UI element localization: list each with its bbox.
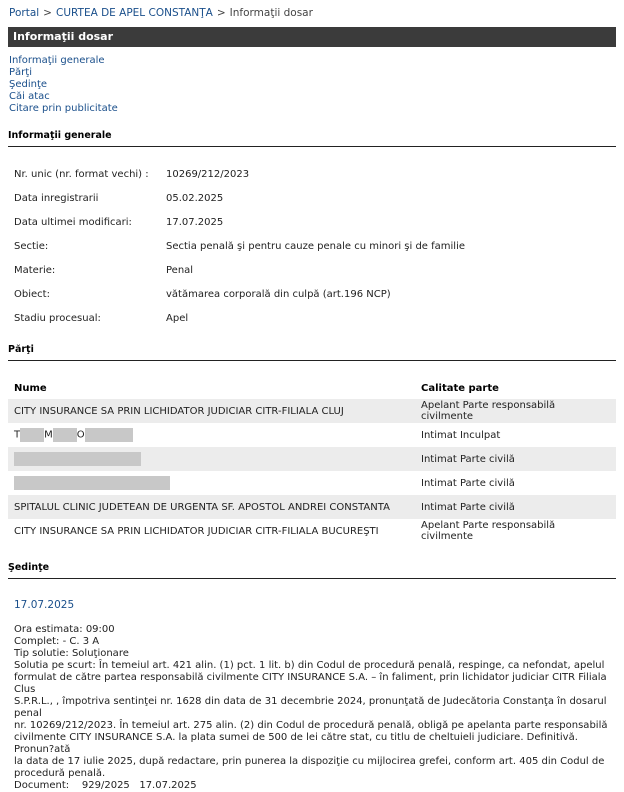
party-role: Apelant Parte responsabilă civilmente xyxy=(415,399,616,423)
table-row xyxy=(8,519,616,543)
section-heading-general: Informaţii generale xyxy=(8,130,616,147)
party-role: Intimat Parte civilă xyxy=(415,447,616,471)
party-name: CITY INSURANCE SA PRIN LICHIDATOR JUDICIAR CITR-FILIALA BUCUREŞTI xyxy=(14,525,379,537)
name-initial: T xyxy=(14,429,21,441)
info-value: 05.02.2025 xyxy=(166,192,224,204)
redaction-block xyxy=(14,476,170,490)
info-row xyxy=(8,162,471,186)
sedinta-solutie-line: procedură penală. xyxy=(14,768,106,779)
info-label: Obiect: xyxy=(14,288,50,300)
table-row xyxy=(8,423,616,447)
party-role: Intimat Parte civilă xyxy=(415,495,616,519)
redaction-block xyxy=(85,428,133,442)
party-name: SPITALUL CLINIC JUDETEAN DE URGENTA SF. APOSTOL ANDREI CONSTANTA xyxy=(8,495,415,519)
info-value: 17.07.2025 xyxy=(166,216,224,228)
nav-link-informatii-generale[interactable]: Informaţii generale xyxy=(9,55,105,66)
breadcrumb-separator: > xyxy=(216,7,226,19)
section-nav xyxy=(9,55,118,115)
info-value: Apel xyxy=(166,312,189,324)
info-row xyxy=(8,186,471,210)
party-role: Intimat Parte civilă xyxy=(421,477,515,489)
redaction-block xyxy=(53,428,77,442)
section-heading-parti: Părţi xyxy=(8,344,616,361)
table-row xyxy=(8,471,616,495)
sedinta-solutie-line: la data de 17 iulie 2025, după redactare, prin punerea la dispoziţie cu mijlocirea grefei, conform art. 405 din Codul de xyxy=(14,756,605,767)
info-row xyxy=(8,306,471,330)
table-header-row xyxy=(8,377,616,399)
breadcrumb-portal-link[interactable]: Portal xyxy=(9,7,40,19)
general-info-table xyxy=(8,162,471,330)
sedinta-entry xyxy=(14,599,614,792)
column-header-nume: Nume xyxy=(14,382,47,394)
nav-link-parti[interactable]: Părţi xyxy=(9,67,32,78)
info-row xyxy=(8,234,471,258)
column-header-calitate: Calitate parte xyxy=(421,382,499,394)
party-role: Apelant Parte responsabilă civilmente xyxy=(421,520,556,542)
table-row xyxy=(8,399,616,423)
nav-link-cai-atac[interactable]: Căi atac xyxy=(9,91,50,102)
sedinta-complet: Complet: - C. 3 A xyxy=(14,636,100,647)
party-name-redacted xyxy=(8,423,415,447)
redaction-block xyxy=(20,428,44,442)
info-label: Stadiu procesual: xyxy=(14,312,101,324)
name-initial: M xyxy=(44,429,53,441)
nav-link-sedinte[interactable]: Şedinţe xyxy=(9,79,48,90)
name-initial: O xyxy=(76,429,85,441)
info-label: Materie: xyxy=(14,264,56,276)
party-role: Intimat Inculpat xyxy=(421,429,501,441)
nav-link-citare[interactable]: Citare prin publicitate xyxy=(9,103,118,114)
info-row xyxy=(8,258,471,282)
info-value: vătămarea corporală din culpă (art.196 NCP) xyxy=(166,288,391,300)
redaction-block xyxy=(14,452,141,466)
sedinta-date: 17.07.2025 xyxy=(14,599,75,611)
info-label: Nr. unic (nr. format vechi) : xyxy=(14,168,149,180)
sedinta-solutie-line: nr. 10269/212/2023. În temeiul art. 275 alin. (2) din Codul de procedură penală, obligă pe apelanta parte responsabilă xyxy=(14,720,608,731)
party-name: CITY INSURANCE SA PRIN LICHIDATOR JUDICIAR CITR-FILIALA CLUJ xyxy=(8,399,415,423)
sedinta-tip-solutie: Tip solutie: Soluţionare xyxy=(14,648,129,659)
info-label: Data ultimei modificari: xyxy=(14,216,132,228)
parti-table xyxy=(8,377,616,543)
info-value: Penal xyxy=(166,264,194,276)
sedinta-solutie-line: formulat de către partea responsabilă civilmente CITY INSURANCE S.A. – în faliment, prin lichidator judiciar CITR Filiala Clus xyxy=(14,672,607,695)
sedinta-solutie-line: civilmente CITY INSURANCE S.A. la plata sumei de 500 de lei către stat, cu titlu de cheltuieli judiciare. Definitivă. Pronun?ată xyxy=(14,732,578,755)
info-label: Sectie: xyxy=(14,240,49,252)
info-value: 10269/212/2023 xyxy=(166,168,250,180)
party-name-redacted xyxy=(8,447,415,471)
table-row xyxy=(8,447,616,471)
page-title: Informaţii dosar xyxy=(8,27,616,47)
sedinta-solutie-line: Solutia pe scurt: În temeiul art. 421 alin. (1) pct. 1 lit. b) din Codul de procedură penală, respinge, ca nefondat, apelul xyxy=(14,660,605,671)
info-row xyxy=(8,210,471,234)
info-row xyxy=(8,282,471,306)
breadcrumb xyxy=(9,7,313,19)
info-value: Sectia penală şi pentru cauze penale cu minori şi de familie xyxy=(166,240,466,252)
sedinta-ora: Ora estimata: 09:00 xyxy=(14,624,115,635)
breadcrumb-separator: > xyxy=(43,7,52,19)
breadcrumb-current: Informaţii dosar xyxy=(229,7,313,19)
sedinta-document: Document: 929/2025 17.07.2025 xyxy=(14,780,197,791)
section-heading-sedinte: Şedinţe xyxy=(8,562,616,579)
breadcrumb-court-link[interactable]: CURTEA DE APEL CONSTANŢA xyxy=(55,7,213,19)
sedinta-solutie-line: S.P.R.L., , împotriva sentinţei nr. 1628 din data de 31 decembrie 2024, pronunţată de Judecătoria Constanţa în dosarul penal xyxy=(14,696,607,719)
table-row xyxy=(8,495,616,519)
info-label: Data inregistrarii xyxy=(14,192,99,204)
party-name-redacted xyxy=(8,471,415,495)
